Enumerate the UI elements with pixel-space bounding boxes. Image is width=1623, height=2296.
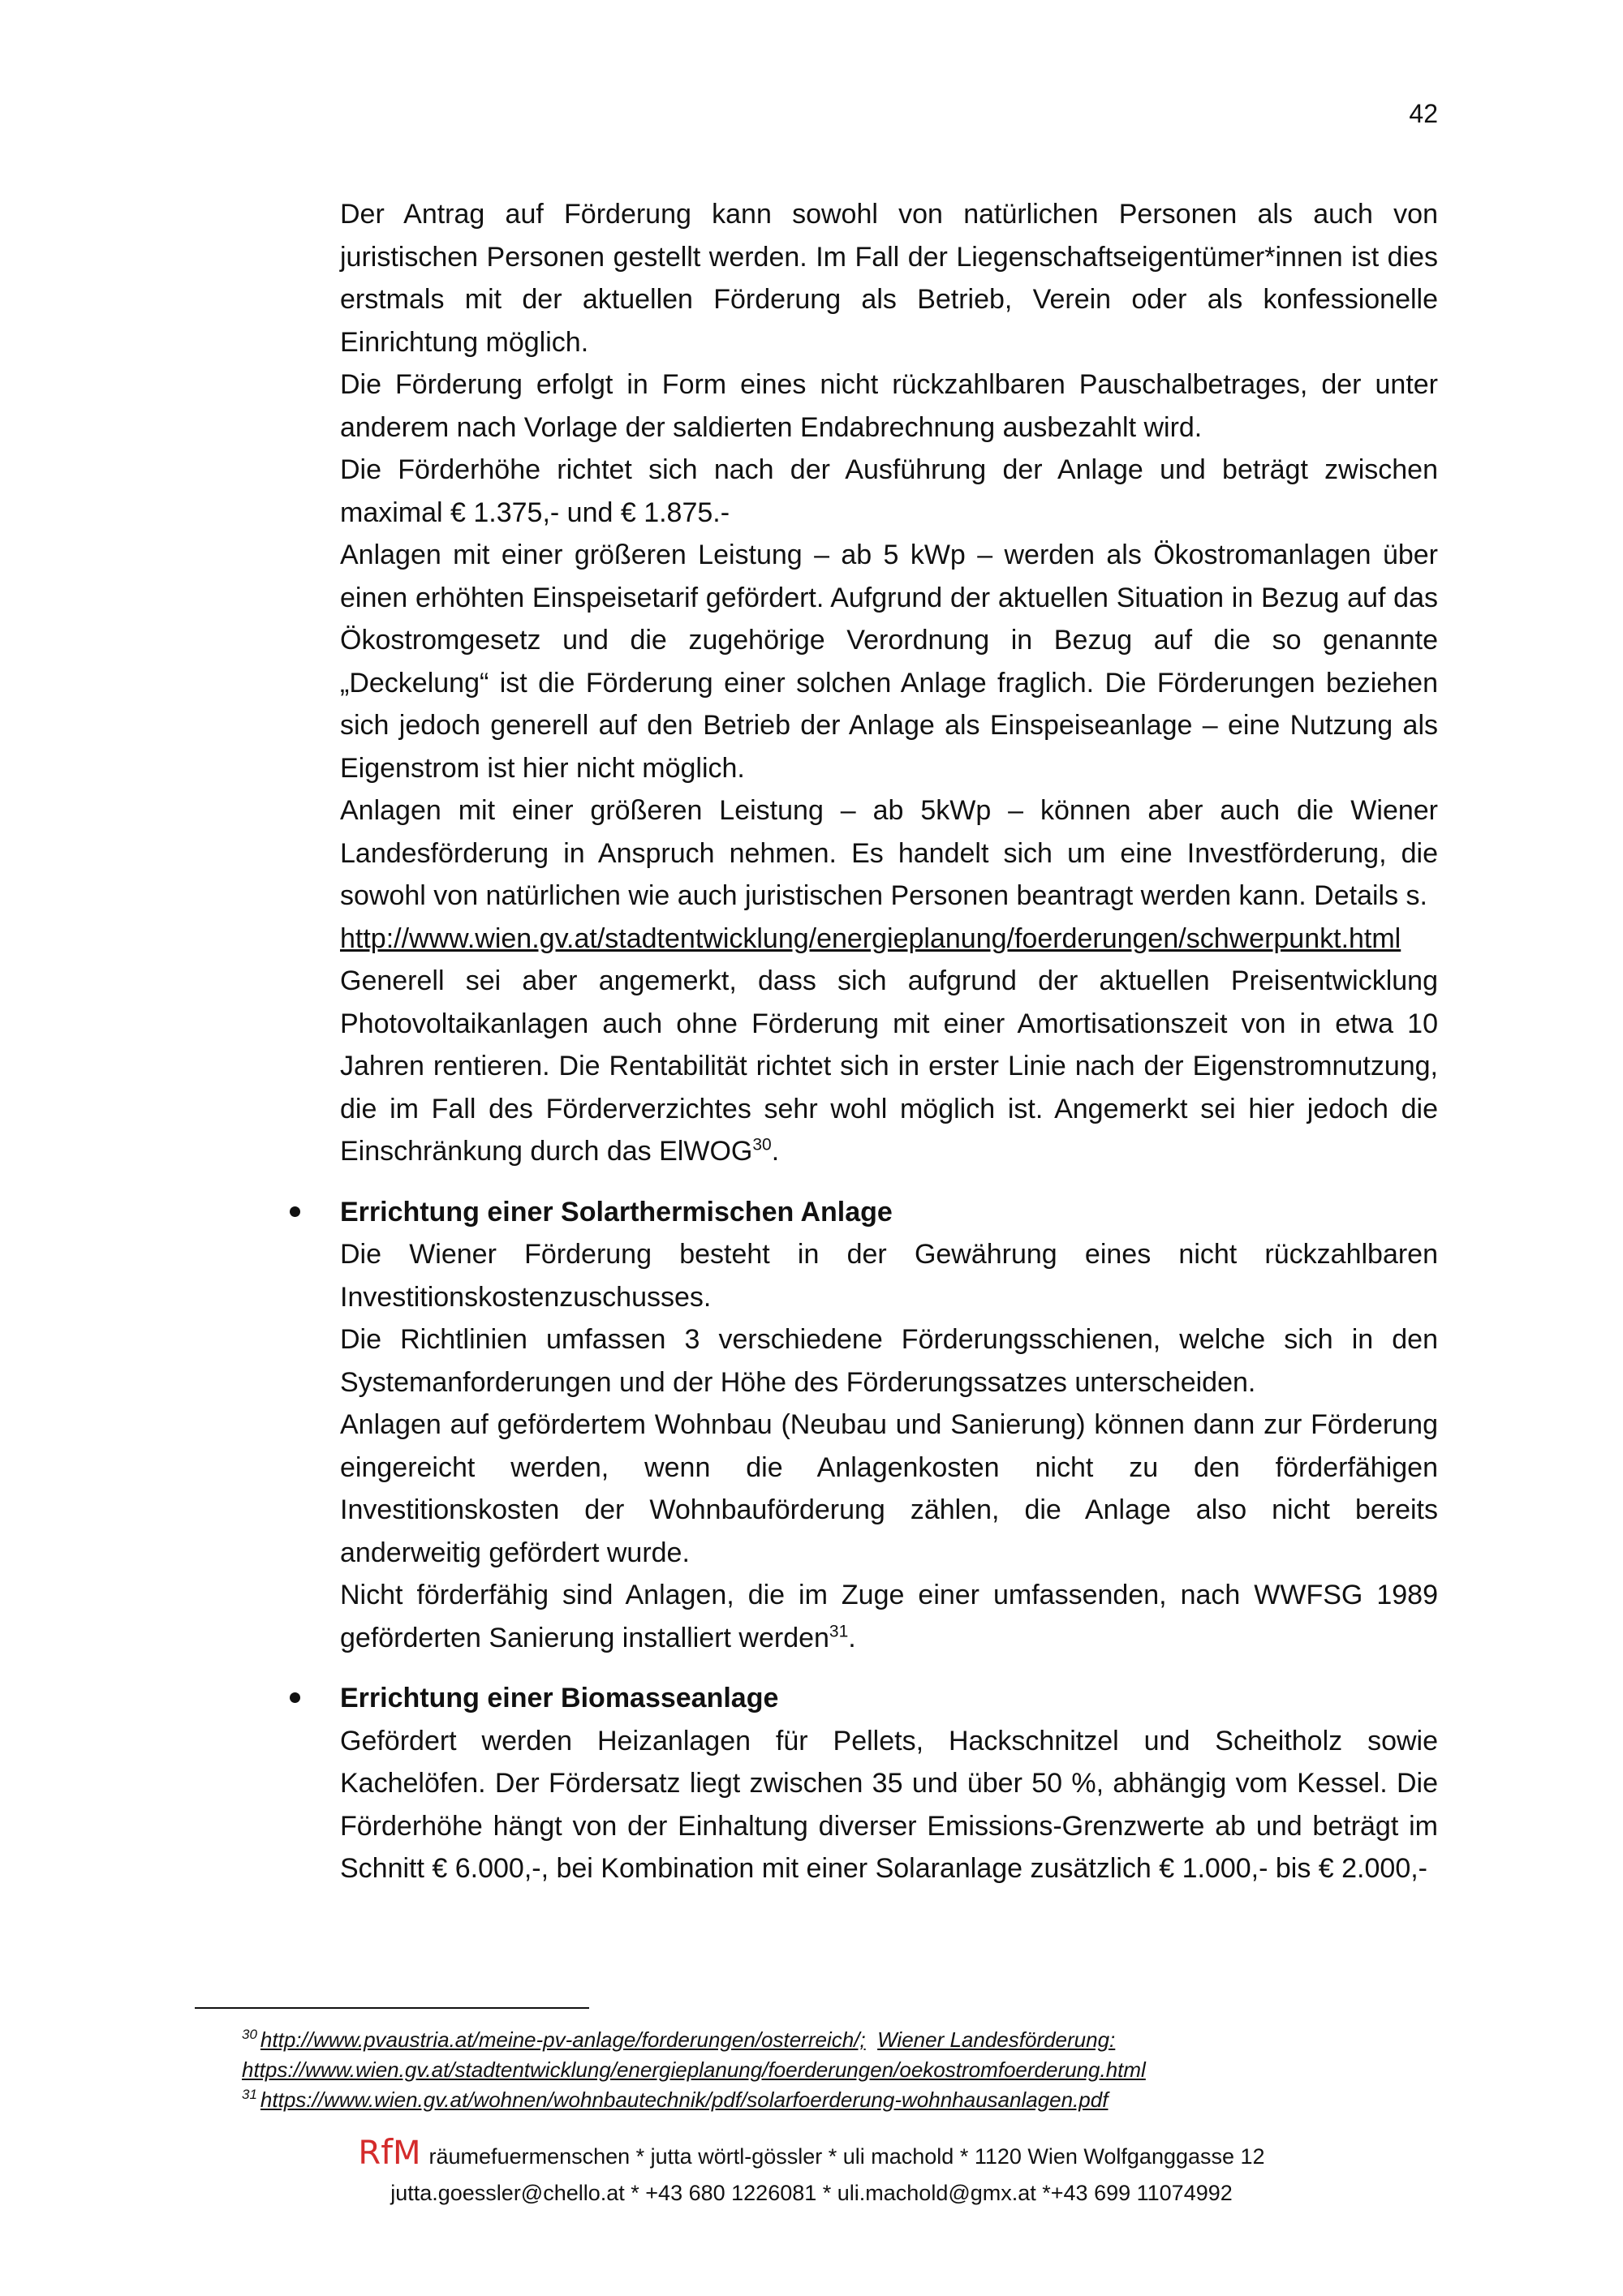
footnote-marker-30: 30	[242, 2027, 257, 2043]
sentence-end: .	[771, 1136, 780, 1167]
paragraph-foerderung-form: Die Förderung erfolgt in Form eines nicht rückzahlbaren Pauschalbetrages, der unter anderem nach Vorlage der saldierten Endabrechnung ausbezahlt wird.	[340, 369, 1438, 443]
schwerpunkt-link[interactable]: http://www.wien.gv.at/stadtentwicklung/energieplanung/foerderungen/schwerpunkt.html	[340, 922, 1401, 954]
paragraph-generell-text: Generell sei aber angemerkt, dass sich aufgrund der aktuellen Preisentwicklung Photovoltaikanlagen auch ohne Förderung mit einer Amortisationszeit von in etwa 10 Jahren rentieren. Die Rentabilität richtet sich in erster Linie nach der Eigenstromnutzung, die im Fall des Förderverzichtes sehr wohl möglich ist. Angemerkt sei hier jedoch die Einschränkung durch das ElWOG	[340, 965, 1438, 1167]
paragraph-generell	[340, 960, 1438, 1173]
paragraph-oekostrom: Anlagen mit einer größeren Leistung – ab 5 kWp – werden als Ökostromanlagen über einen erhöhten Einspeisetarif gefördert. Aufgrund der aktuellen Situation in Bezug auf das Ökostromgesetz und die zugehörige Verordnung in Bezug auf die so genannte „Deckelung“ ist die Förderung einer solchen Anlage fraglich. Die Förderungen beziehen sich jedoch generell auf den Betrieb der Anlage als Einspeiseanlage – eine Nutzung als Eigenstrom ist hier nicht möglich.	[340, 540, 1438, 784]
bullet-biomasse	[340, 1677, 1438, 1890]
footnote-marker-31: 31	[242, 2087, 257, 2103]
footer-line-2: jutta.goessler@chello.at * +43 680 1226081 * uli.machold@gmx.at *+43 699 11074992	[390, 2181, 1233, 2205]
footnote-divider	[195, 2007, 589, 2009]
rfm-logo-r: R	[358, 2135, 381, 2172]
bullet-dot-icon	[290, 1692, 300, 1703]
footnote-ref-31[interactable]: 31	[829, 1622, 849, 1641]
solar-paragraph-3: Anlagen auf gefördertem Wohnbau (Neubau und Sanierung) können dann zur Förderung eingereicht werden, wenn die Anlagenkosten nicht zu den förderfähigen Investitionskosten der Wohnbauförderung zählen, die Anlage also nicht bereits anderweitig gefördert wurde.	[340, 1409, 1438, 1568]
footnote-ref-30[interactable]: 30	[752, 1135, 772, 1154]
bullet-solarthermie	[340, 1191, 1438, 1660]
rfm-logo	[358, 2132, 421, 2172]
footnote-30-link-wien[interactable]: https://www.wien.gv.at/stadtentwicklung/energieplanung/foerderungen/oekostromfoerderung.html	[242, 2057, 1146, 2082]
page-number: 42	[1409, 99, 1438, 128]
footer-address: räumefuermenschen * jutta wörtl-gössler * uli machold * 1120 Wien Wolfganggasse 12	[428, 2144, 1265, 2169]
rfm-logo-f: f	[381, 2132, 394, 2172]
solar-paragraph-1: Die Wiener Förderung besteht in der Gewährung eines nicht rückzahlbaren Investitionskostenzuschusses.	[340, 1239, 1438, 1313]
footnote-30-label: Wiener Landesförderung:	[877, 2027, 1116, 2052]
footnote-30-line-1	[242, 2025, 1313, 2055]
solar-paragraph-2: Die Richtlinien umfassen 3 verschiedene Förderungsschienen, welche sich in den Systemanforderungen und der Höhe des Förderungssatzes unterscheiden.	[340, 1324, 1438, 1398]
bullet-dot-icon	[290, 1206, 300, 1217]
biomasse-paragraph: Gefördert werden Heizanlagen für Pellets, Hackschnitzel und Scheitholz sowie Kachelöfen. Der Fördersatz liegt zwischen 35 und über 50 %, abhängig vom Kessel. Die Förderhöhe hängt von der Einhaltung diverser Emissions-Grenzwerte ab und beträgt im Schnitt € 6.000,-, bei Kombination mit einer Solaranlage zusätzlich € 1.000,- bis € 2.000,-	[340, 1725, 1438, 1884]
sentence-end: .	[848, 1622, 856, 1653]
footnote-30-line-2	[242, 2055, 1313, 2085]
solar-title: Errichtung einer Solarthermischen Anlage	[340, 1196, 893, 1228]
footnote-31-link[interactable]: https://www.wien.gv.at/wohnen/wohnbautechnik/pdf/solarfoerderung-wohnhausanlagen.pdf	[260, 2087, 1109, 2112]
rfm-logo-m: M	[393, 2135, 421, 2172]
footnote-30-link-pvaustria[interactable]: http://www.pvaustria.at/meine-pv-anlage/forderungen/osterreich/;	[260, 2027, 866, 2052]
paragraph-landesfoerderung: Anlagen mit einer größeren Leistung – ab 5kWp – können aber auch die Wiener Landesförderung in Anspruch nehmen. Es handelt sich um eine Investförderung, die sowohl von natürlichen wie auch juristischen Personen beantragt werden kann. Details s.	[340, 795, 1438, 911]
solar-paragraph-4-text: Nicht förderfähig sind Anlagen, die im Zuge einer umfassenden, nach WWFSG 1989 geförderten Sanierung installiert werden	[340, 1580, 1438, 1653]
footer-line-1	[0, 2132, 1623, 2172]
paragraph-foerderhoehe: Die Förderhöhe richtet sich nach der Ausführung der Anlage und beträgt zwischen maximal € 1.375,- und € 1.875.-	[340, 454, 1438, 528]
footnotes	[242, 2025, 1313, 2115]
biomasse-title: Errichtung einer Biomasseanlage	[340, 1683, 779, 1713]
solar-paragraph-4	[340, 1574, 1438, 1659]
footnote-31-line	[242, 2085, 1313, 2115]
paragraph-antrag: Der Antrag auf Förderung kann sowohl von natürlichen Personen als auch von juristischen Personen gestellt werden. Im Fall der Liegenschaftseigentümer*innen ist dies erstmals mit der aktuellen Förderung als Betrieb, Verein oder als konfessionelle Einrichtung möglich.	[340, 199, 1438, 358]
main-content	[340, 193, 1438, 1890]
